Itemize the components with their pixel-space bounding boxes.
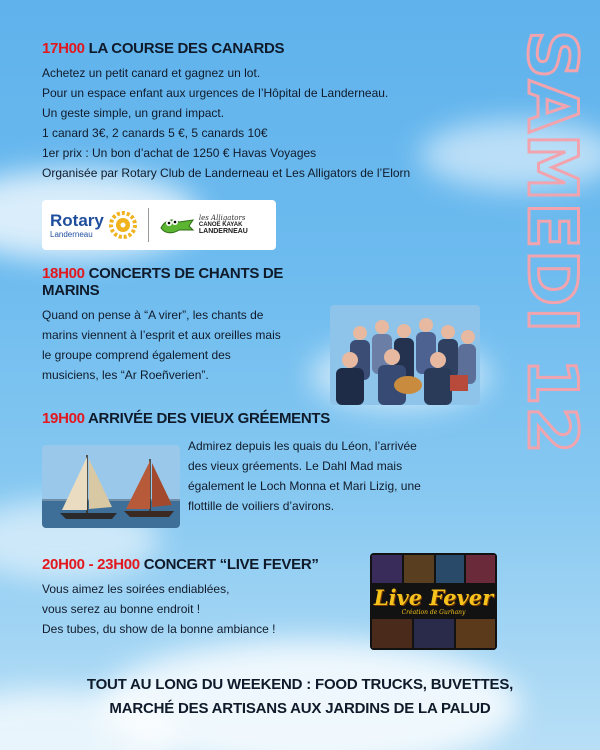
section-heading: CONCERT “LIVE FEVER” (143, 556, 319, 573)
rotary-sub: Landerneau (50, 229, 93, 239)
section-title (42, 265, 342, 299)
section-time: 20H00 - 23H00 (42, 556, 140, 573)
section-vieux-greements (42, 410, 462, 427)
text-line: Des tubes, du show de la bonne ambiance ! (42, 622, 276, 636)
singers-photo (330, 305, 480, 405)
rotary-logo (50, 210, 138, 240)
section-time: 18H00 (42, 265, 85, 282)
sailboats-photo (42, 445, 180, 528)
section-title (42, 410, 462, 427)
text-line: musiciens, les “Ar Roeñverien”. (42, 368, 209, 382)
text-line: vous serez au bonne endroit ! (42, 602, 201, 616)
text-line: 1 canard 3€, 2 canards 5 €, 5 canards 10€ (42, 126, 268, 140)
text-line: Quand on pense à “A virer”, les chants de (42, 308, 264, 322)
text-line: le groupe comprend également des (42, 348, 231, 362)
text-line: flottille de voiliers d’avirons. (188, 499, 335, 513)
text-line: marins viennent à l’esprit et aux oreilles mais (42, 328, 281, 342)
section-heading: CONCERTS DE CHANTS DE MARINS (42, 265, 284, 299)
text-line: également le Loch Monna et Mari Lizig, une (188, 479, 421, 493)
alligator-line1: CANOË KAYAK (198, 221, 243, 228)
live-fever-sub: Création de Gurhany (401, 609, 466, 616)
section-course-canards (42, 40, 462, 183)
section-live-fever (42, 556, 372, 639)
rotary-name: Rotary (50, 210, 104, 230)
alligator-script: les Alligators (198, 213, 246, 222)
section-heading: ARRIVÉE DES VIEUX GRÉEMENTS (88, 410, 330, 427)
section-title (42, 40, 462, 57)
footer-line-1: TOUT AU LONG DU WEEKEND : FOOD TRUCKS, BUVETTES, (86, 676, 514, 693)
section-time: 17H00 (42, 40, 85, 57)
section-heading: LA COURSE DES CANARDS (88, 40, 285, 57)
section-chants-marins (42, 265, 342, 385)
alligators-logo (159, 212, 248, 238)
partner-logos (42, 200, 276, 250)
text-line: Un geste simple, un grand impact. (42, 106, 225, 120)
alligator-line2: LANDERNEAU (198, 228, 248, 236)
logo-divider (148, 208, 149, 242)
section-time: 19H00 (42, 410, 85, 427)
text-line: Achetez un petit canard et gagnez un lot. (42, 66, 261, 80)
text-line: des vieux gréements. Le Dahl Mad mais (188, 459, 403, 473)
footer-line-2: MARCHÉ DES ARTISANS AUX JARDINS DE LA PALUD (109, 700, 491, 717)
live-fever-poster (370, 553, 497, 650)
section-title (42, 556, 372, 573)
text-line: Vous aimez les soirées endiablées, (42, 582, 230, 596)
alligator-icon (159, 212, 195, 238)
section-vieux-greements-text (188, 436, 508, 516)
text-line: Admirez depuis les quais du Léon, l’arrivée (188, 439, 417, 453)
live-fever-logo-text: Live Fever (373, 585, 494, 610)
rotary-wheel-icon (108, 210, 138, 240)
text-line: 1er prix : Un bon d’achat de 1250 € Havas Voyages (42, 146, 317, 160)
text-line: Organisée par Rotary Club de Landerneau et Les Alligators de l’Elorn (42, 166, 411, 180)
text-line: Pour un espace enfant aux urgences de l’Hôpital de Landerneau. (42, 86, 389, 100)
vertical-day-title: SAMEDI 12 (512, 30, 591, 455)
